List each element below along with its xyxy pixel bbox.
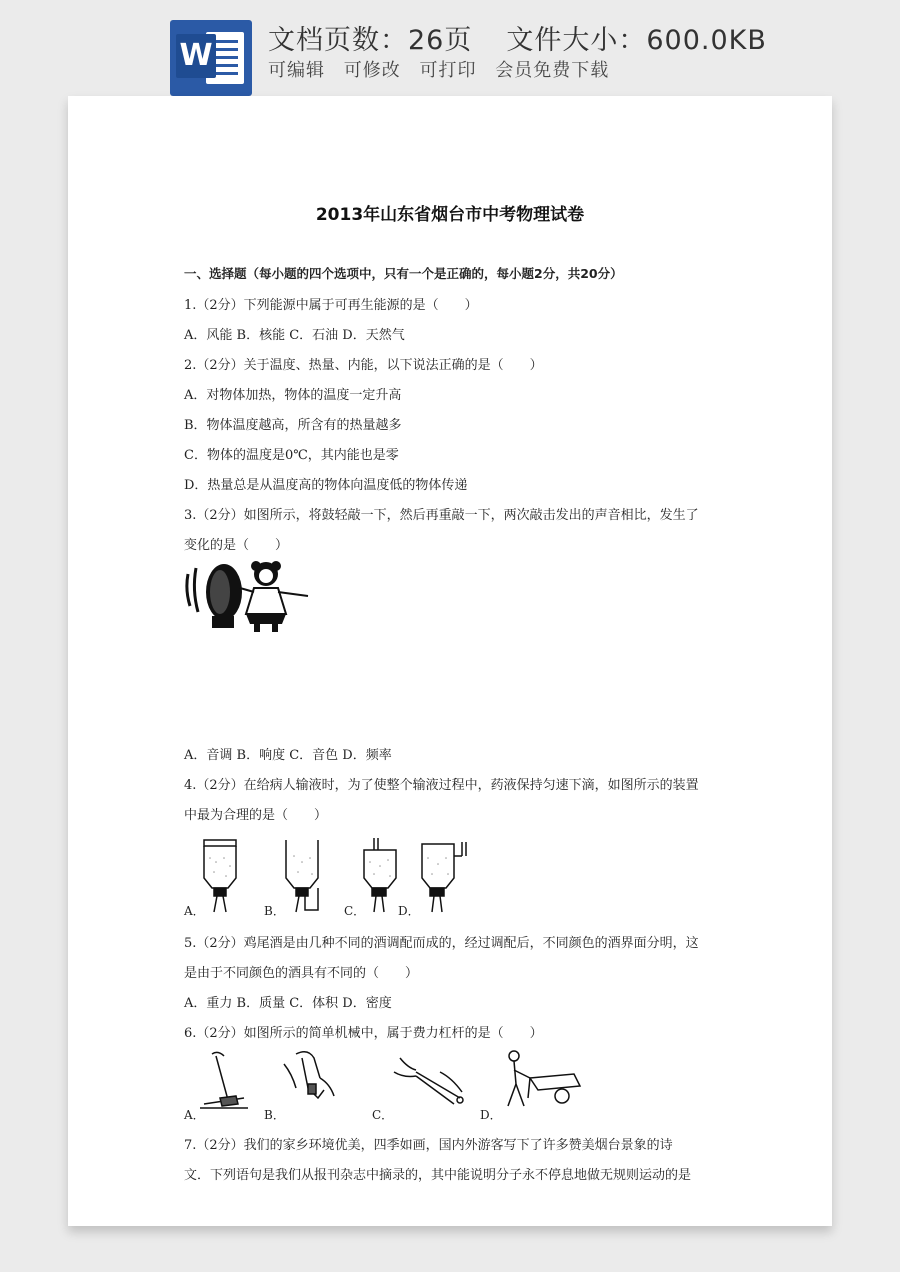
feature-list: [268, 56, 621, 82]
question-6: 6.（2分）如图所示的简单机械中，属于费力杠杆的是（ ）: [184, 1026, 543, 1041]
question-2-option-d: D．热量总是从温度高的物体向温度低的物体传递: [184, 478, 468, 493]
drum-child-figure: [184, 560, 314, 634]
feature-editable: 可编辑: [268, 60, 325, 81]
exam-title: 2013年山东省烟台市中考物理试卷: [315, 205, 585, 225]
q4-option-a-label: A．: [184, 904, 205, 918]
q4-option-b-label: B．: [264, 904, 285, 918]
question-7-line-2: 文．下列语句是我们从报刊杂志中摘录的，其中能说明分子永不停息地做无规则运动的是: [184, 1168, 692, 1183]
question-3-line-2: 变化的是（ ）: [184, 538, 289, 553]
q6-option-c-label: C．: [372, 1108, 394, 1122]
question-2: 2.（2分）关于温度、热量、内能，以下说法正确的是（ ）: [184, 358, 543, 373]
feature-printable: 可打印: [419, 60, 477, 81]
question-5-options: A．重力 B．质量 C．体积 D．密度: [184, 996, 392, 1011]
question-1: 1.（2分）下列能源中属于可再生能源的是（ ）: [184, 298, 478, 313]
question-5-line-1: 5.（2分）鸡尾酒是由几种不同的酒调配而成的，经过调配后，不同颜色的酒界面分明，这: [184, 936, 699, 951]
section-heading: 一、选择题（每小题的四个选项中，只有一个是正确的，每小题2分，共20分）: [184, 266, 623, 281]
q6-option-a-label: A．: [184, 1108, 205, 1122]
document-page: [68, 96, 832, 1226]
word-icon-letter: W: [176, 34, 216, 78]
q6-option-d-label: D．: [480, 1108, 502, 1122]
question-7-line-1: 7.（2分）我们的家乡环境优美，四季如画，国内外游客写下了许多赞美烟台景象的诗: [184, 1138, 673, 1153]
question-2-option-a: A．对物体加热，物体的温度一定升高: [184, 388, 402, 403]
infusion-bottles-figure: [184, 838, 484, 922]
question-2-option-c: C．物体的温度是0℃，其内能也是零: [184, 448, 399, 463]
q4-option-d-label: D．: [398, 904, 420, 918]
question-4-line-2: 中最为合理的是（ ）: [184, 808, 328, 823]
file-meta-line: [268, 18, 767, 57]
q6-option-b-label: B．: [264, 1108, 285, 1122]
document-info-header: [0, 0, 900, 100]
word-document-icon: [170, 20, 252, 96]
question-1-options: A．风能 B．核能 C．石油 D．天然气: [184, 328, 405, 343]
feature-modifiable: 可修改: [343, 60, 401, 81]
question-2-option-b: B．物体温度越高，所含有的热量越多: [184, 418, 402, 433]
question-3-line-1: 3.（2分）如图所示，将鼓轻敲一下，然后再重敲一下，两次敲击发出的声音相比，发生了: [184, 508, 699, 523]
question-3-options: A．音调 B．响度 C．音色 D．频率: [184, 748, 392, 763]
q4-option-c-label: C．: [344, 904, 366, 918]
question-5-line-2: 是由于不同颜色的酒具有不同的（ ）: [184, 966, 419, 981]
question-4-line-1: 4.（2分）在给病人输液时，为了使整个输液过程中，药液保持匀速下滴，如图所示的装置: [184, 778, 699, 793]
page-count: 文档页数：26页: [268, 25, 473, 56]
feature-member-download: 会员免费下载: [495, 60, 610, 81]
file-size: 文件大小：600.0KB: [506, 25, 767, 56]
